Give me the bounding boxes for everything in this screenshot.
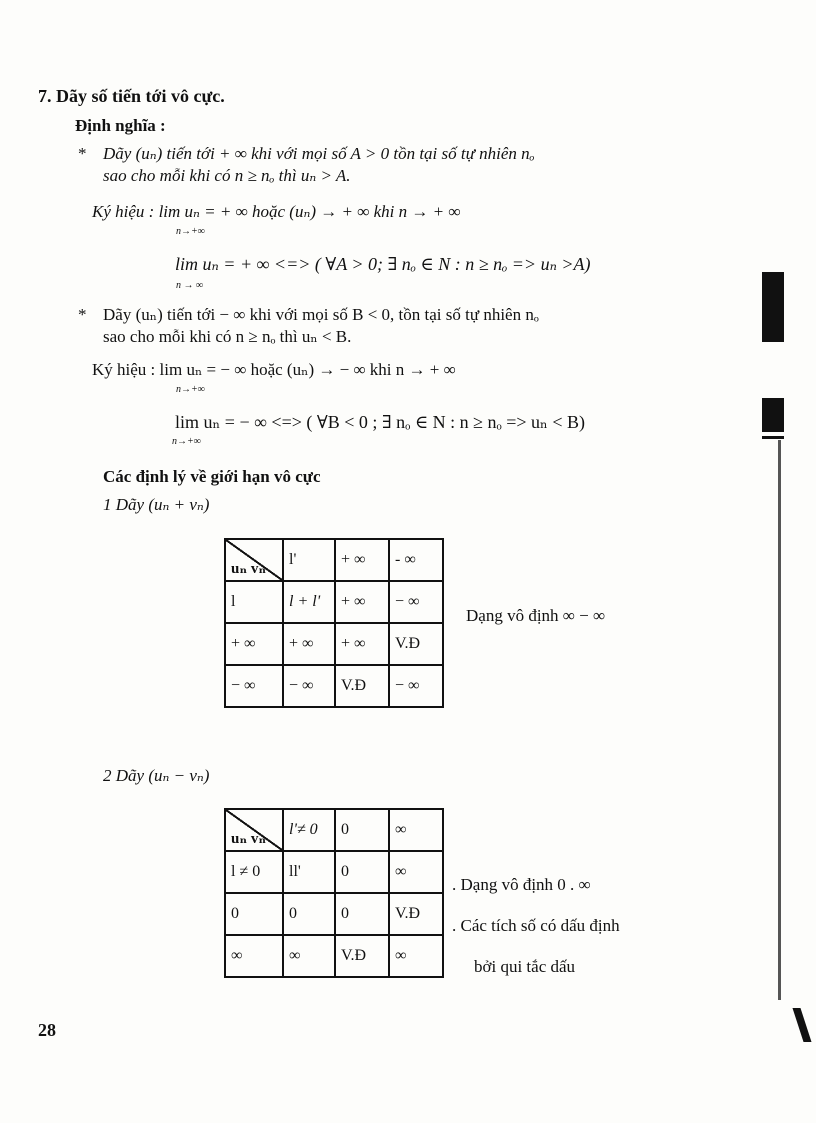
bullet-mark-2: *	[78, 305, 87, 324]
scan-edge-line	[778, 440, 781, 1000]
table-1-header-cell: l'	[283, 539, 335, 581]
table-cell: l	[225, 581, 283, 623]
table-row	[225, 623, 443, 665]
table-1-header-cell: + ∞	[335, 539, 389, 581]
table-2-note: . Các tích số có dấu định	[452, 916, 620, 935]
table-cell: ∞	[283, 935, 335, 977]
bullet-1-formula: lim uₙ = + ∞ <=> ( ∀A > 0; ∃ nₒ ∈ N : n ≥ nₒ => uₙ >A)	[175, 254, 591, 274]
bullet-1-line-1: Dãy (uₙ) tiến tới + ∞ khi với mọi số A > 0 tồn tại số tự nhiên nₒ	[103, 144, 535, 163]
table-2-note: bởi qui tắc dấu	[474, 957, 576, 976]
table-2-header-cell: 0	[335, 809, 389, 851]
table-cell: − ∞	[225, 665, 283, 707]
theorems-heading: Các định lý về giới hạn vô cực	[103, 467, 321, 486]
table-cell: 0	[335, 851, 389, 893]
sum-limits-table	[224, 538, 444, 708]
table-cell: 0	[283, 893, 335, 935]
bullet-mark-1: *	[78, 144, 87, 163]
table-cell: − ∞	[389, 581, 443, 623]
bullet-2-notation: Ký hiệu : lim uₙ = − ∞ hoặc (uₙ) → − ∞ khi n → + ∞	[92, 360, 456, 379]
bullet-1-notation: Ký hiệu : lim uₙ = + ∞ hoặc (uₙ) → + ∞ khi n → + ∞	[92, 202, 461, 221]
table-1-corner: uₙ vₙ	[225, 539, 283, 581]
table-1-note: Dạng vô định ∞ − ∞	[466, 606, 606, 625]
table-cell: 0	[335, 893, 389, 935]
table-cell: ∞	[389, 935, 443, 977]
table-cell: + ∞	[225, 623, 283, 665]
bullet-1-line-2: sao cho mỗi khi có n ≥ nₒ thì uₙ > A.	[103, 166, 351, 185]
table-1-caption: 1 Dãy (uₙ + vₙ)	[103, 495, 210, 514]
scan-mark	[762, 272, 784, 342]
table-cell: ∞	[225, 935, 283, 977]
table-cell: l ≠ 0	[225, 851, 283, 893]
table-2-header-cell: ∞	[389, 809, 443, 851]
table-cell: l + l'	[283, 581, 335, 623]
table-cell: + ∞	[283, 623, 335, 665]
table-1-header-cell: - ∞	[389, 539, 443, 581]
table-cell: + ∞	[335, 623, 389, 665]
table-row	[225, 851, 443, 893]
table-row	[225, 665, 443, 707]
bullet-1-formula-under: n → ∞	[176, 280, 204, 291]
product-limits-table	[224, 808, 444, 978]
table-cell: V.Đ	[389, 623, 443, 665]
section-title: 7. Dãy số tiến tới vô cực.	[38, 86, 225, 106]
scan-mark	[762, 436, 784, 439]
table-cell: 0	[225, 893, 283, 935]
table-cell: − ∞	[389, 665, 443, 707]
table-cell: ∞	[389, 851, 443, 893]
table-cell: V.Đ	[335, 665, 389, 707]
bullet-2-notation-under: n→+∞	[176, 384, 205, 395]
page-number: 28	[38, 1020, 56, 1040]
table-2-note: . Dạng vô định 0 . ∞	[452, 875, 591, 894]
table-cell: V.Đ	[389, 893, 443, 935]
table-2-header-cell: l'≠ 0	[283, 809, 335, 851]
table-2-corner: uₙ vₙ	[225, 809, 283, 851]
bullet-2-formula: lim uₙ = − ∞ <=> ( ∀B < 0 ; ∃ nₒ ∈ N : n ≥ nₒ => uₙ < B)	[175, 412, 585, 432]
table-row	[225, 581, 443, 623]
table-row	[225, 935, 443, 977]
bullet-2-line-2: sao cho mỗi khi có n ≥ nₒ thì uₙ < B.	[103, 327, 352, 346]
table-2-caption: 2 Dãy (uₙ − vₙ)	[103, 766, 210, 785]
table-cell: + ∞	[335, 581, 389, 623]
bullet-1-notation-under: n→+∞	[176, 226, 205, 237]
table-cell: V.Đ	[335, 935, 389, 977]
definition-heading: Định nghĩa :	[75, 116, 166, 135]
table-cell: ll'	[283, 851, 335, 893]
scan-mark	[762, 398, 784, 432]
scan-mark	[792, 1008, 811, 1042]
bullet-2-formula-under: n→+∞	[172, 436, 201, 447]
table-cell: − ∞	[283, 665, 335, 707]
table-row	[225, 893, 443, 935]
bullet-2-line-1: Dãy (uₙ) tiến tới − ∞ khi với mọi số B < 0, tồn tại số tự nhiên nₒ	[103, 305, 539, 324]
